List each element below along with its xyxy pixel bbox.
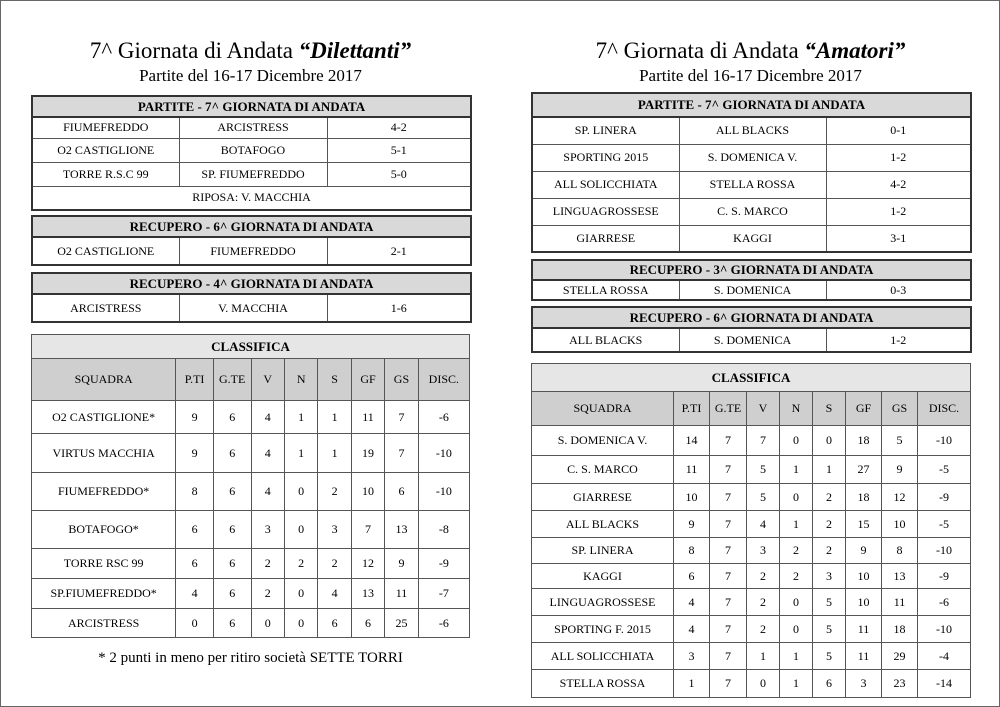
- standings-row: [532, 426, 971, 456]
- standings-row: [32, 401, 470, 434]
- match-row: [32, 117, 471, 138]
- stat-cell: ALL BLACKS: [679, 117, 826, 144]
- stat-cell: 9: [176, 434, 214, 473]
- stat-cell: 6: [176, 511, 214, 549]
- standings-row: [32, 579, 470, 609]
- standings-row: [532, 643, 971, 670]
- stat-cell: 11: [351, 401, 384, 434]
- stat-cell: 0: [284, 609, 317, 638]
- stat-cell: S. DOMENICA V.: [679, 144, 826, 171]
- team-name-cell: S. DOMENICA V.: [532, 426, 674, 456]
- stat-cell: 14: [674, 426, 710, 456]
- stat-cell: 8: [674, 538, 710, 564]
- column-header: P.TI: [176, 359, 214, 401]
- stat-cell: 5: [813, 589, 846, 616]
- stat-cell: 7: [710, 484, 747, 511]
- stat-cell: 1: [780, 670, 813, 698]
- stat-cell: C. S. MARCO: [679, 198, 826, 225]
- stat-cell: 1: [284, 434, 317, 473]
- stat-cell: 0-1: [826, 117, 971, 144]
- column-header: GS: [882, 392, 918, 426]
- stat-cell: 1: [780, 511, 813, 538]
- stat-cell: 0: [780, 426, 813, 456]
- stat-cell: 4: [251, 473, 284, 511]
- stat-cell: 1: [747, 643, 780, 670]
- home-team: TORRE R.S.C 99: [32, 162, 179, 186]
- away-team: S. DOMENICA: [679, 280, 826, 300]
- team-name-cell: KAGGI: [532, 564, 674, 589]
- column-header: GF: [351, 359, 384, 401]
- match-row: [532, 328, 971, 352]
- stat-cell: -9: [918, 564, 971, 589]
- stat-cell: 5: [813, 616, 846, 643]
- team-name-cell: TORRE RSC 99: [32, 549, 176, 579]
- standings-row: [32, 549, 470, 579]
- match-row: [532, 144, 971, 171]
- team-name-cell: STELLA ROSSA: [532, 670, 674, 698]
- stat-cell: 23: [882, 670, 918, 698]
- away-team: BOTAFOGO: [179, 138, 327, 162]
- away-team: SP. FIUMEFREDDO: [179, 162, 327, 186]
- column-header: DISC.: [918, 392, 971, 426]
- recovery-table: [531, 259, 972, 301]
- column-header: V: [251, 359, 284, 401]
- stat-cell: 19: [351, 434, 384, 473]
- column-header: GS: [385, 359, 418, 401]
- stat-cell: 11: [674, 456, 710, 484]
- recovery-header: RECUPERO - 6^ GIORNATA DI ANDATA: [532, 307, 971, 328]
- stat-cell: 6: [674, 564, 710, 589]
- standings-row: [532, 538, 971, 564]
- column-header: N: [284, 359, 317, 401]
- recovery-table: [531, 306, 972, 353]
- stat-cell: 2: [318, 473, 351, 511]
- team-name-cell: ALL SOLICCHIATA: [532, 171, 679, 198]
- column-header: P.TI: [674, 392, 710, 426]
- stat-cell: 2: [251, 549, 284, 579]
- stat-cell: 6: [213, 434, 251, 473]
- match-row: [32, 162, 471, 186]
- match-score: 5-0: [327, 162, 471, 186]
- stat-cell: 4: [674, 589, 710, 616]
- stat-cell: 2: [251, 579, 284, 609]
- match-score: 4-2: [327, 117, 471, 138]
- team-name-cell: SPORTING 2015: [532, 144, 679, 171]
- stat-cell: 8: [176, 473, 214, 511]
- rest-team: RIPOSA: V. MACCHIA: [32, 186, 471, 210]
- stat-cell: 2: [747, 616, 780, 643]
- stat-cell: 4: [318, 579, 351, 609]
- stat-cell: 6: [351, 609, 384, 638]
- stat-cell: 7: [710, 564, 747, 589]
- stat-cell: 4-2: [826, 171, 971, 198]
- stat-cell: 6: [213, 609, 251, 638]
- title-text: 7^ Giornata di Andata: [595, 38, 805, 63]
- title-text: 7^ Giornata di Andata: [89, 38, 299, 63]
- standings-row: [532, 511, 971, 538]
- standings-row: [32, 473, 470, 511]
- stat-cell: 12: [882, 484, 918, 511]
- stat-cell: 5: [747, 484, 780, 511]
- stat-cell: 13: [351, 579, 384, 609]
- stat-cell: 6: [318, 609, 351, 638]
- stat-cell: 2: [747, 589, 780, 616]
- stat-cell: 0: [747, 670, 780, 698]
- stat-cell: 18: [846, 426, 882, 456]
- stat-cell: 7: [710, 589, 747, 616]
- page-title: [31, 38, 470, 64]
- stat-cell: 2: [747, 564, 780, 589]
- standings-row: [532, 589, 971, 616]
- matches-header: PARTITE - 7^ GIORNATA DI ANDATA: [532, 93, 971, 117]
- stat-cell: 13: [882, 564, 918, 589]
- match-row: [32, 294, 471, 322]
- stat-cell: 0: [284, 473, 317, 511]
- standings-row: [532, 456, 971, 484]
- stat-cell: 5: [747, 456, 780, 484]
- stat-cell: 7: [747, 426, 780, 456]
- away-team: S. DOMENICA: [679, 328, 826, 352]
- match-score: 5-1: [327, 138, 471, 162]
- standings-header-row: [532, 392, 971, 426]
- footnote: * 2 punti in meno per ritiro società SETTE TORRI: [98, 650, 403, 666]
- team-name-cell: VIRTUS MACCHIA: [32, 434, 176, 473]
- stat-cell: 4: [747, 511, 780, 538]
- stat-cell: 1: [318, 401, 351, 434]
- recovery-table: [31, 215, 472, 266]
- column-header: N: [780, 392, 813, 426]
- stat-cell: 1-2: [826, 144, 971, 171]
- stat-cell: 18: [882, 616, 918, 643]
- stat-cell: -10: [918, 616, 971, 643]
- stat-cell: 0: [780, 484, 813, 511]
- stat-cell: 10: [846, 564, 882, 589]
- team-name-cell: LINGUAGROSSESE: [532, 589, 674, 616]
- stat-cell: 8: [882, 538, 918, 564]
- home-team: O2 CASTIGLIONE: [32, 237, 179, 265]
- matches-table: [31, 95, 472, 211]
- stat-cell: 11: [846, 643, 882, 670]
- stat-cell: 7: [710, 538, 747, 564]
- team-name-cell: GIARRESE: [532, 225, 679, 252]
- stat-cell: 0: [813, 426, 846, 456]
- stat-cell: 6: [213, 511, 251, 549]
- team-name-cell: GIARRESE: [532, 484, 674, 511]
- stat-cell: 7: [710, 456, 747, 484]
- standings-row: [32, 609, 470, 638]
- stat-cell: 7: [710, 426, 747, 456]
- stat-cell: 1: [813, 456, 846, 484]
- column-header: G.TE: [710, 392, 747, 426]
- column-header: SQUADRA: [532, 392, 674, 426]
- stat-cell: 2: [284, 549, 317, 579]
- stat-cell: 7: [385, 401, 418, 434]
- stat-cell: -6: [418, 609, 469, 638]
- match-row: [532, 198, 971, 225]
- recovery-header: RECUPERO - 3^ GIORNATA DI ANDATA: [532, 260, 971, 280]
- team-name-cell: C. S. MARCO: [532, 456, 674, 484]
- stat-cell: 12: [351, 549, 384, 579]
- stat-cell: 6: [813, 670, 846, 698]
- team-name-cell: SP. LINERA: [532, 117, 679, 144]
- match-row: [532, 117, 971, 144]
- column-header: S: [813, 392, 846, 426]
- stat-cell: 4: [674, 616, 710, 643]
- match-score: 0-3: [826, 280, 971, 300]
- home-team: ALL BLACKS: [532, 328, 679, 352]
- stat-cell: 9: [674, 511, 710, 538]
- stat-cell: 4: [251, 401, 284, 434]
- title-category: “Dilettanti”: [298, 38, 412, 63]
- home-team: ARCISTRESS: [32, 294, 179, 322]
- stat-cell: 1: [780, 643, 813, 670]
- stat-cell: 6: [385, 473, 418, 511]
- stat-cell: 15: [846, 511, 882, 538]
- matches-header: PARTITE - 7^ GIORNATA DI ANDATA: [32, 96, 471, 117]
- match-row: [32, 237, 471, 265]
- stat-cell: 0: [284, 511, 317, 549]
- match-score: 1-2: [826, 328, 971, 352]
- stat-cell: 2: [318, 549, 351, 579]
- stat-cell: -10: [918, 538, 971, 564]
- column-header: GF: [846, 392, 882, 426]
- stat-cell: 3: [846, 670, 882, 698]
- stat-cell: 7: [710, 670, 747, 698]
- column-header: DISC.: [418, 359, 469, 401]
- stat-cell: 0: [780, 589, 813, 616]
- match-row: [532, 225, 971, 252]
- match-row: [32, 138, 471, 162]
- stat-cell: 2: [813, 538, 846, 564]
- standings-row: [532, 564, 971, 589]
- stat-cell: 7: [385, 434, 418, 473]
- team-name-cell: FIUMEFREDDO*: [32, 473, 176, 511]
- stat-cell: 11: [385, 579, 418, 609]
- page-subtitle: Partite del 16-17 Dicembre 2017: [639, 66, 862, 85]
- stat-cell: 10: [882, 511, 918, 538]
- team-name-cell: ARCISTRESS: [32, 609, 176, 638]
- team-name-cell: LINGUAGROSSESE: [532, 198, 679, 225]
- stat-cell: -10: [418, 434, 469, 473]
- page-subtitle: Partite del 16-17 Dicembre 2017: [139, 66, 362, 85]
- stat-cell: 13: [385, 511, 418, 549]
- match-row: [532, 280, 971, 300]
- home-team: FIUMEFREDDO: [32, 117, 179, 138]
- stat-cell: -6: [418, 401, 469, 434]
- stat-cell: 25: [385, 609, 418, 638]
- stat-cell: 27: [846, 456, 882, 484]
- stat-cell: -9: [918, 484, 971, 511]
- team-name-cell: BOTAFOGO*: [32, 511, 176, 549]
- stat-cell: 2: [813, 484, 846, 511]
- stat-cell: 7: [351, 511, 384, 549]
- stat-cell: 10: [351, 473, 384, 511]
- stat-cell: 1: [780, 456, 813, 484]
- stat-cell: 3: [251, 511, 284, 549]
- column-header: G.TE: [213, 359, 251, 401]
- stat-cell: 2: [813, 511, 846, 538]
- recovery-header: RECUPERO - 6^ GIORNATA DI ANDATA: [32, 216, 471, 237]
- team-name-cell: ALL SOLICCHIATA: [532, 643, 674, 670]
- column-header: SQUADRA: [32, 359, 176, 401]
- team-name-cell: SP.FIUMEFREDDO*: [32, 579, 176, 609]
- stat-cell: 7: [710, 643, 747, 670]
- standings-caption: CLASSIFICA: [32, 335, 470, 359]
- standings-row: [32, 434, 470, 473]
- stat-cell: 3: [813, 564, 846, 589]
- stat-cell: 5: [813, 643, 846, 670]
- stat-cell: 4: [176, 579, 214, 609]
- stat-cell: 11: [882, 589, 918, 616]
- stat-cell: 0: [284, 579, 317, 609]
- stat-cell: 11: [846, 616, 882, 643]
- stat-cell: 7: [710, 616, 747, 643]
- stat-cell: 6: [213, 549, 251, 579]
- stat-cell: -10: [918, 426, 971, 456]
- stat-cell: 7: [710, 511, 747, 538]
- matches-table: [531, 92, 972, 253]
- stat-cell: 2: [780, 564, 813, 589]
- stat-cell: 18: [846, 484, 882, 511]
- standings-row: [532, 616, 971, 643]
- recovery-header: RECUPERO - 4^ GIORNATA DI ANDATA: [32, 273, 471, 294]
- stat-cell: -5: [918, 511, 971, 538]
- standings-table: [31, 334, 470, 638]
- away-team: ARCISTRESS: [179, 117, 327, 138]
- stat-cell: STELLA ROSSA: [679, 171, 826, 198]
- stat-cell: -8: [418, 511, 469, 549]
- standings-row: [532, 484, 971, 511]
- recovery-table: [31, 272, 472, 323]
- standings-caption: CLASSIFICA: [532, 364, 971, 392]
- stat-cell: 4: [251, 434, 284, 473]
- stat-cell: 9: [385, 549, 418, 579]
- stat-cell: -14: [918, 670, 971, 698]
- standings-row: [532, 670, 971, 698]
- team-name-cell: SP. LINERA: [532, 538, 674, 564]
- title-category: “Amatori”: [804, 38, 906, 63]
- stat-cell: 1: [674, 670, 710, 698]
- stat-cell: 6: [213, 473, 251, 511]
- home-team: STELLA ROSSA: [532, 280, 679, 300]
- home-team: O2 CASTIGLIONE: [32, 138, 179, 162]
- stat-cell: -6: [918, 589, 971, 616]
- column-header: V: [747, 392, 780, 426]
- standings-table: [531, 363, 971, 698]
- stat-cell: -4: [918, 643, 971, 670]
- stat-cell: 2: [780, 538, 813, 564]
- away-team: FIUMEFREDDO: [179, 237, 327, 265]
- stat-cell: 3: [318, 511, 351, 549]
- match-row: [532, 171, 971, 198]
- stat-cell: 1: [318, 434, 351, 473]
- stat-cell: 5: [882, 426, 918, 456]
- stat-cell: 10: [846, 589, 882, 616]
- team-name-cell: O2 CASTIGLIONE*: [32, 401, 176, 434]
- team-name-cell: SPORTING F. 2015: [532, 616, 674, 643]
- stat-cell: -5: [918, 456, 971, 484]
- stat-cell: 6: [176, 549, 214, 579]
- stat-cell: 3-1: [826, 225, 971, 252]
- stat-cell: 9: [846, 538, 882, 564]
- stat-cell: 9: [882, 456, 918, 484]
- match-score: 1-6: [327, 294, 471, 322]
- stat-cell: 3: [747, 538, 780, 564]
- stat-cell: KAGGI: [679, 225, 826, 252]
- stat-cell: 10: [674, 484, 710, 511]
- stat-cell: 6: [213, 579, 251, 609]
- column-header: S: [318, 359, 351, 401]
- standings-header-row: [32, 359, 470, 401]
- stat-cell: -10: [418, 473, 469, 511]
- page-title: [531, 38, 970, 64]
- stat-cell: 9: [176, 401, 214, 434]
- stat-cell: 3: [674, 643, 710, 670]
- stat-cell: 0: [780, 616, 813, 643]
- stat-cell: -7: [418, 579, 469, 609]
- stat-cell: -9: [418, 549, 469, 579]
- standings-row: [32, 511, 470, 549]
- away-team: V. MACCHIA: [179, 294, 327, 322]
- stat-cell: 6: [213, 401, 251, 434]
- team-name-cell: ALL BLACKS: [532, 511, 674, 538]
- stat-cell: 0: [176, 609, 214, 638]
- stat-cell: 29: [882, 643, 918, 670]
- stat-cell: 1-2: [826, 198, 971, 225]
- stat-cell: 0: [251, 609, 284, 638]
- match-score: 2-1: [327, 237, 471, 265]
- stat-cell: 1: [284, 401, 317, 434]
